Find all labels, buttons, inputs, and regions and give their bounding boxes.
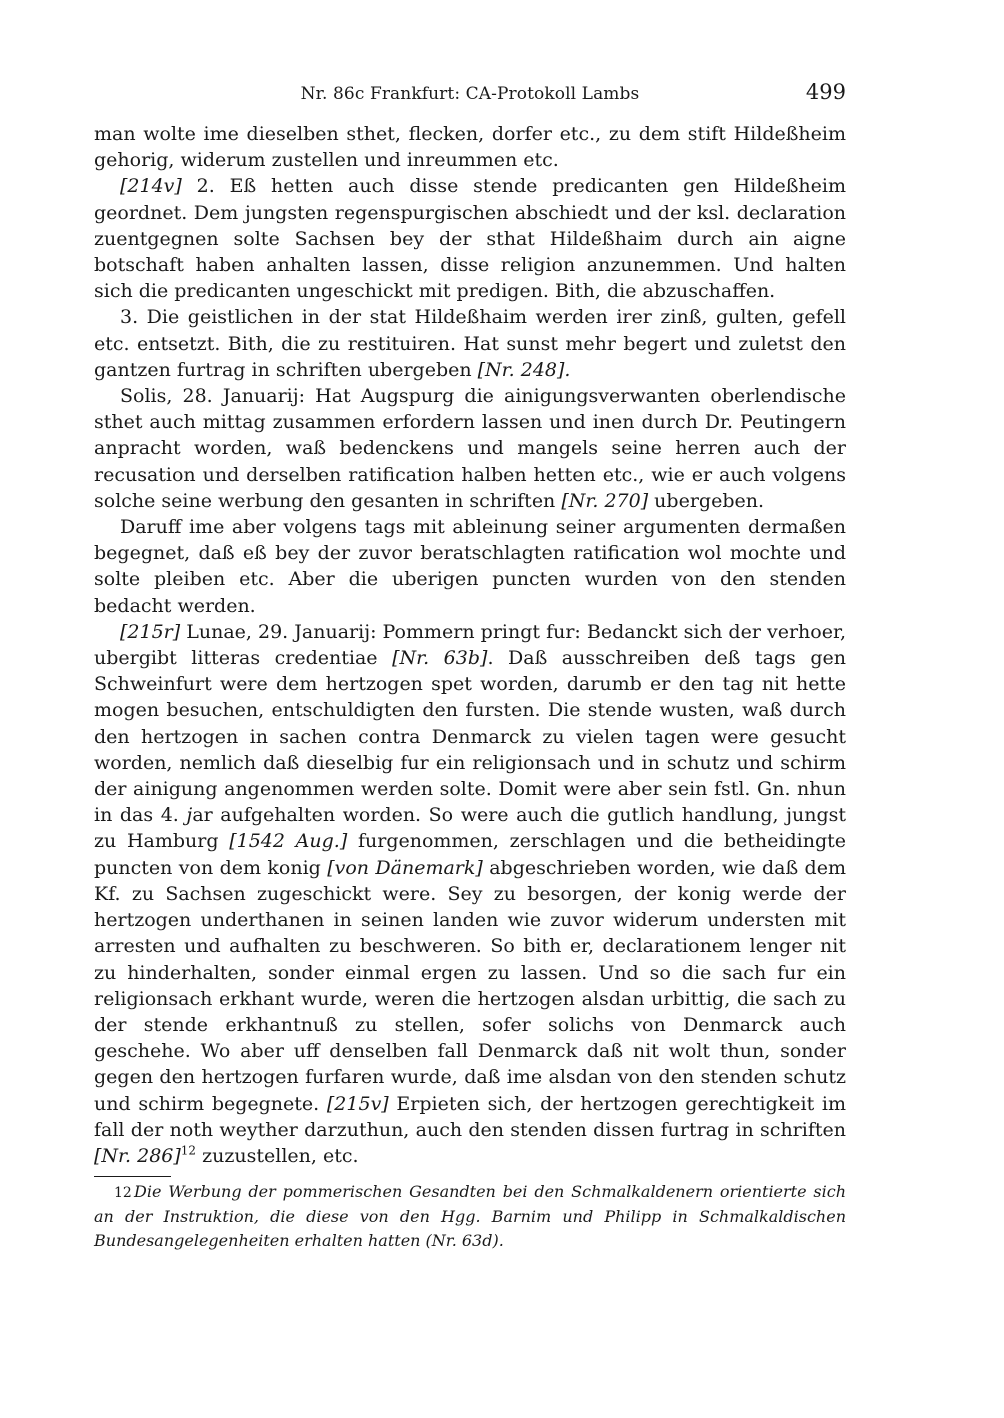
footnote-number: 12 — [114, 1185, 132, 1201]
paragraph-2-text: 2. Eß hetten auch disse stende predicanten gen Hildeßheim geordnet. Dem jungsten regenspurgischen abschiedt und der ksl. declaration zuentgegnen solte Sachsen bey der sthat Hildeßhaim durch ain aigne botschaft haben anhalten lassen, disse religion anzunemmen. Und halten sich die predicanten ungeschickt mit predigen. Bith, die abzuschaffen. — [94, 175, 846, 303]
paragraph-5-text: Daruff ime aber volgens tags mit ableinung seiner argumenten dermaßen begegnet, daß eß bey der zuvor beratschlagten ratification wol mochte und solte pleiben etc. Aber die uberigen puncten wurden von den stenden bedacht werden. — [94, 516, 846, 617]
paragraph-6-text-a: Lunae, 29. Januarij: Pommern pringt fur: Bedanckt sich der verhoer, ubergibt litteras credentiae — [94, 620, 846, 670]
document-ref-nr-270: [Nr. 270] — [561, 489, 649, 512]
document-ref-nr-248: [Nr. 248]. — [477, 358, 571, 381]
paragraph-2 — [94, 173, 846, 304]
paragraph-3 — [94, 304, 846, 383]
footnote-divider — [94, 1176, 171, 1177]
paragraph-6 — [94, 619, 846, 1169]
paragraph-3-text: 3. Die geistlichen in der stat Hildeßhaim werden irer zinß, gulten, gefell etc. entsetzt. Bith, die zu restituiren. Hat sunst mehr begert und zuletst den gantzen furtrag in schriften ubergeben — [94, 306, 846, 381]
paragraph-1-text: man wolte ime dieselben sthet, flecken, dorfer etc., zu dem stift Hildeßheim gehorig, widerum zustellen und inreummen etc. — [94, 123, 846, 172]
folio-marker-215r: [215r] — [120, 620, 181, 643]
running-header — [94, 80, 846, 110]
date-ref-1542: [1542 Aug.] — [229, 830, 348, 853]
paragraph-1 — [94, 121, 846, 173]
footnote-reference[interactable]: 12 — [180, 1143, 197, 1158]
folio-marker-214v: [214v] — [120, 175, 182, 198]
editorial-letter-j: j — [186, 804, 193, 827]
document-ref-nr-286: [Nr. 286] — [94, 1144, 181, 1167]
paragraph-6-text-e: abgeschrieben worden, wie daß dem Kf. zu Sachsen zugeschickt were. Sey zu besorgen, der konig werde der hertzogen underthanen in seinen landen wie zuvor widerum understen mit arresten und aufhalten zu beschweren. So bith er, declarationem lenger nit zu hinderhalten, sonder einmal ergen zu lassen. Und so die sach fur ein religionsach erkhant wurde, weren die hertzogen alsdan urbittig, die sach zu der stende erkhantnuß zu stellen, sofer solichs von Denmarck auch geschehe. Wo aber uff denselben fall Denmarck daß nit wolt thun, sonder gegen den hertzogen furfaren wurde, daß ime alsdan von den stenden schutz und schirm begegnete. — [94, 856, 846, 1115]
editorial-ref-daenemark: [von Dänemark] — [327, 856, 483, 879]
footnote-text: Die Werbung der pommerischen Gesandten bei den Schmalkaldenern orientierte sich an der Instruktion, die diese von den Hgg. Barnim und Philipp in Schmalkaldischen Bundesangelegenheiten erhalten hatten (Nr. 63d). — [94, 1182, 846, 1250]
paragraph-5 — [94, 514, 846, 619]
header-title: Nr. 86c Frankfurt: CA-Protokoll Lambs — [300, 84, 640, 104]
paragraph-4 — [94, 383, 846, 514]
paragraph-6-text-c: ar aufgehalten worden. So were auch die gutlich handlung, jungst zu Hamburg — [94, 804, 846, 853]
page-number: 499 — [805, 80, 846, 104]
document-ref-nr-63b: [Nr. 63b] — [392, 647, 488, 670]
paragraph-6-text-b: . Daß ausschreiben deß tags gen Schweinfurt were dem hertzogen spet worden, darumb er den tag nit hette mogen besuchen, entschuldigten den fursten. Die stende wusten, waß durch den hertzogen in sachen contra Denmarck zu vielen tagen were gesucht worden, nemlich daß dieselbig fur ein religionsach und in schutz und schirm der ainigung angenommen werden solte. Domit were aber sein fstl. Gn. nhun in das 4. — [94, 647, 846, 827]
paragraph-6-text-f: Erpieten sich, der hertzogen gerechtigkeit im fall der noth weyther darzuthun, auch den stenden dissen furtrag in schriften — [94, 1092, 846, 1141]
body-text — [94, 121, 846, 1169]
folio-marker-215v: [215v] — [326, 1092, 389, 1115]
paragraph-4-text: Solis, 28. Januarij: Hat Augspurg die ainigungsverwanten oberlendische sthet auch mittag zusammen erfordern lassen und inen durch Dr. Peutingern anpracht worden, waß bedenckens und mangels seine herren auch der recusation und derselben ratification halben hetten etc., wie er auch volgens solche seine werbung den gesanten in schriften — [94, 385, 846, 512]
paragraph-6-text-d: furgenommen, zerschlagen und die betheidingte puncten von dem konig — [94, 830, 847, 879]
footnote-12 — [94, 1180, 846, 1253]
paragraph-4-end: ubergeben. — [648, 489, 764, 512]
paragraph-6-text-g: zuzustellen, etc. — [196, 1144, 359, 1167]
